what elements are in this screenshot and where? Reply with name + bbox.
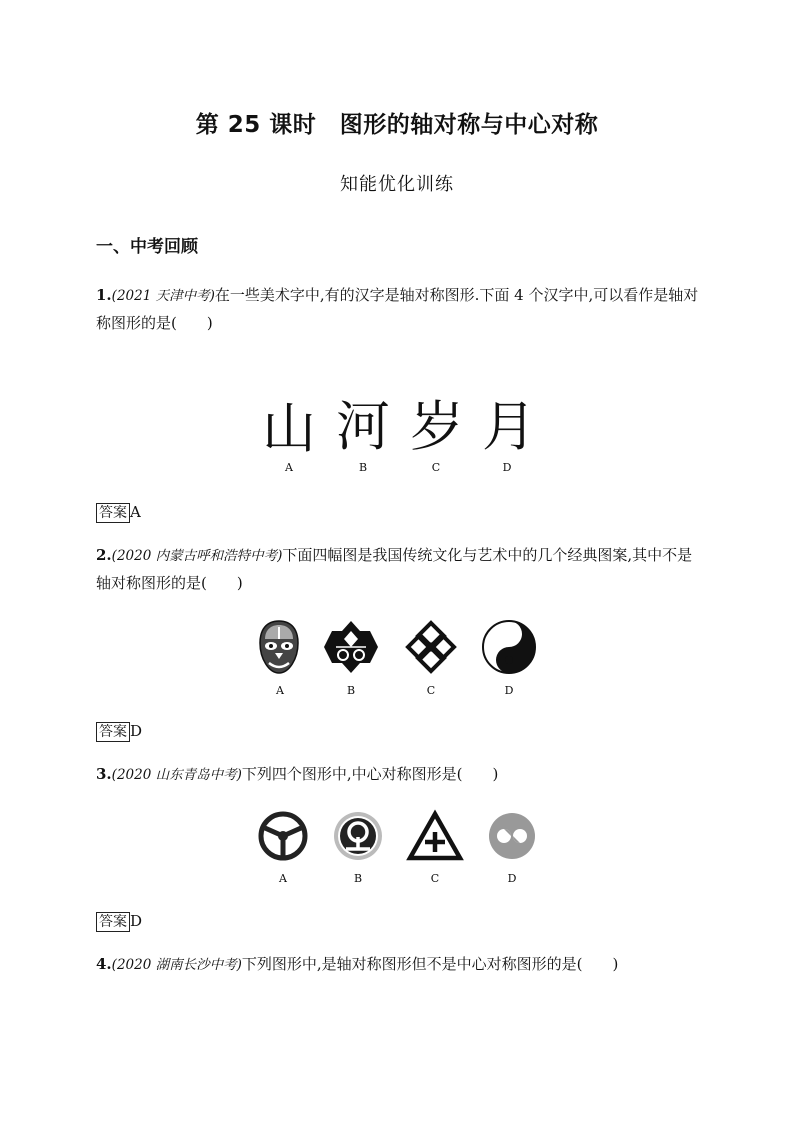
option-d-label: D xyxy=(507,872,517,885)
question-number: 4. xyxy=(96,955,112,973)
ornament-pattern-icon xyxy=(322,619,380,675)
option-b-label: B xyxy=(353,872,363,885)
question-number: 3. xyxy=(96,765,112,783)
question-source: (2020 内蒙古呼和浩特中考) xyxy=(111,548,283,564)
option-c-label: C xyxy=(431,461,441,474)
question-4 xyxy=(96,951,706,979)
option-d-label: D xyxy=(502,461,512,474)
answer-tag: 答案 xyxy=(96,503,130,523)
answer-tag: 答案 xyxy=(96,722,130,742)
page-title: 第 25 课时 图形的轴对称与中心对称 xyxy=(195,112,599,138)
steering-wheel-icon xyxy=(257,810,309,862)
answer-2 xyxy=(96,722,142,742)
option-a-label: A xyxy=(276,684,284,697)
railway-logo-icon xyxy=(332,810,384,862)
question-text: 下列四个图形中,中心对称图形是( ) xyxy=(241,765,499,783)
answer-3 xyxy=(96,912,142,932)
option-b-label: B xyxy=(358,461,368,474)
option-a-char: 山 xyxy=(262,397,316,460)
section-heading: 一、中考回顾 xyxy=(96,237,198,257)
question-source: (2020 湖南长沙中考) xyxy=(111,957,242,973)
option-c-char: 岁 xyxy=(410,395,464,458)
question-text: 下列图形中,是轴对称图形但不是中心对称图形的是( ) xyxy=(241,955,619,973)
question-number: 2. xyxy=(96,546,112,564)
answer-value: D xyxy=(130,722,143,740)
question-3 xyxy=(96,761,706,789)
answer-1 xyxy=(96,503,141,523)
question-source: (2021 天津中考) xyxy=(111,288,215,304)
option-c-label: C xyxy=(430,872,440,885)
option-d-label: D xyxy=(504,684,514,697)
option-b-label: B xyxy=(346,684,356,697)
option-a-label: A xyxy=(285,461,293,474)
option-c-label: C xyxy=(426,684,436,697)
knot-pattern-icon xyxy=(402,619,460,675)
double-circle-icon xyxy=(487,811,537,861)
answer-value: A xyxy=(130,503,141,521)
yin-yang-icon xyxy=(481,619,537,675)
triangle-plus-icon xyxy=(407,810,463,862)
page-subtitle: 知能优化训练 xyxy=(340,174,454,195)
option-d-char: 月 xyxy=(482,395,536,458)
answer-value: D xyxy=(130,912,143,930)
question-2 xyxy=(96,542,706,597)
question-1 xyxy=(96,282,706,337)
question-number: 1. xyxy=(96,286,112,304)
option-a-label: A xyxy=(279,872,287,885)
question-source: (2020 山东青岛中考) xyxy=(111,767,242,783)
question-text: 在一些美术字中,有的汉字是轴对称图形.下面 4 个汉字中,可以看作是轴对称图形的是( ) xyxy=(96,286,699,332)
question-text: 下面四幅图是我国传统文化与艺术中的几个经典图案,其中不是轴对称图形的是( ) xyxy=(96,546,693,592)
opera-mask-icon xyxy=(257,619,301,675)
answer-tag: 答案 xyxy=(96,912,130,932)
option-b-char: 河 xyxy=(336,395,390,458)
